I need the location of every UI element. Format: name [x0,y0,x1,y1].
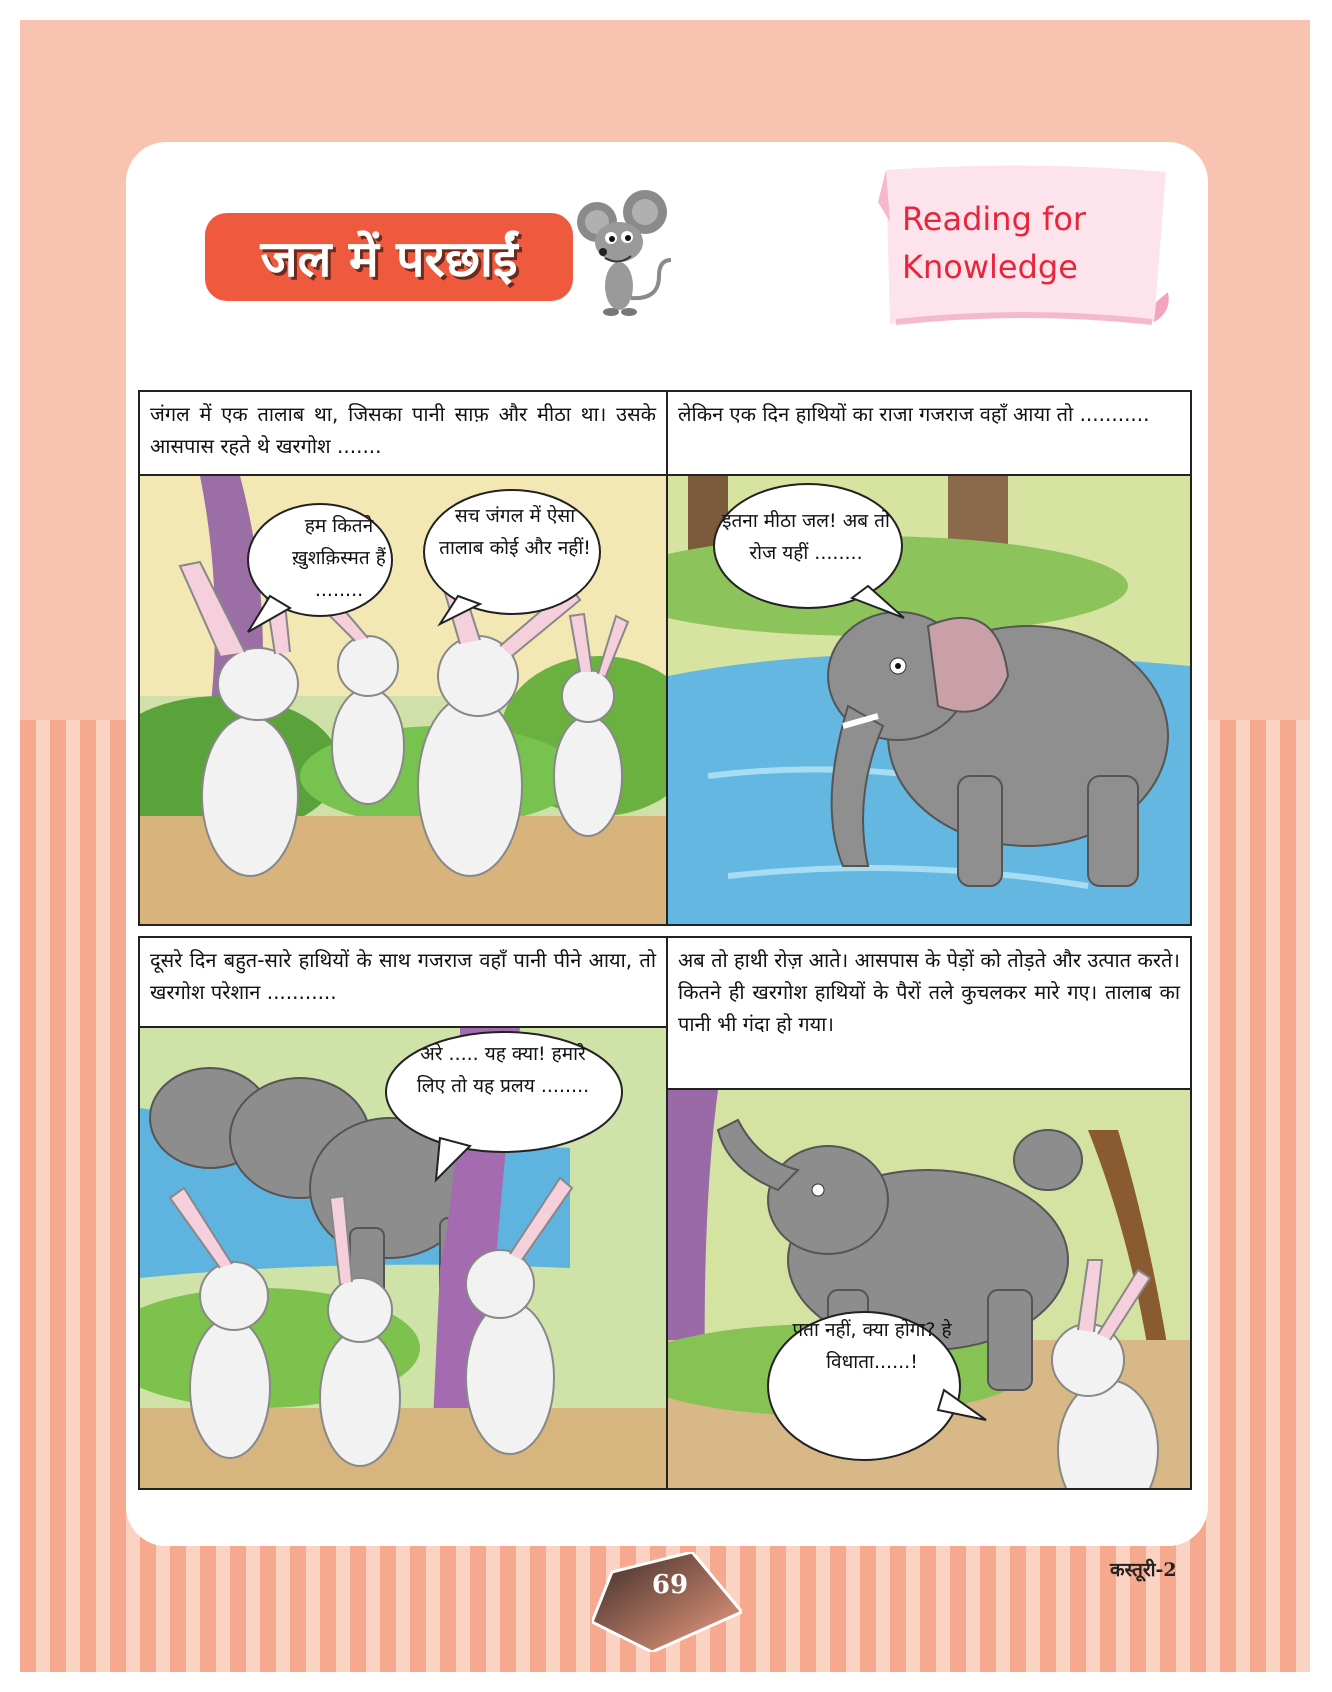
rabbit-3 [418,696,522,876]
panel-caption: अब तो हाथी रोज़ आते। आसपास के पेड़ों को तोड़ते और उत्पात करते। कितने ही खरगोश हाथियों के पैरों तले कुचलकर मारे गए। तालाब का पानी भी गंदा हो गया। [666,936,1192,1090]
panel-caption: लेकिन एक दिन हाथियों का राजा गजराज वहाँ आया तो ........... [666,390,1192,476]
rabbit-1 [190,1318,270,1458]
speech-bubble-text: पता नहीं, क्या होगा? हे विधाता......! [792,1319,952,1373]
page-number: 69 [651,1570,689,1600]
speech-bubble-text: सच जंगल में ऐसा तालाब कोई और नहीं! [439,505,591,559]
section-label: Reading for Knowledge [902,200,1087,286]
comic-panel-destruction [666,1088,1192,1490]
page-title: जल में परछाईं [260,229,518,288]
title-banner [205,213,573,301]
rabbit-1 [202,716,298,876]
panel-caption: जंगल में एक तालाब था, जिसका पानी साफ़ और मीठा था। उसके आसपास रहते थे खरगोश ....... [138,390,668,476]
book-name: कस्तूरी-2 [1110,1559,1177,1581]
rabbit-3 [466,1302,554,1454]
rabbit-2 [332,688,404,804]
speech-bubble-text: हम कितने ख़ुशक़िस्मत हैं ........ [292,515,386,601]
panel-caption: दूसरे दिन बहुत-सारे हाथियों के साथ गजराज वहाँ पानी पीने आया, तो खरगोश परेशान ........... [138,936,668,1028]
page-number-badge [592,1552,742,1652]
rabbit-4 [554,716,622,836]
speech-bubble-text: इतना मीठा जल! अब तो रोज यहीं ........ [722,510,890,564]
rabbit-2 [320,1330,400,1466]
mouse-mascot-icon [575,190,685,320]
speech-bubble-text: अरे ..... यह क्या! हमारे लिए तो यह प्रलय ........ [416,1043,590,1097]
